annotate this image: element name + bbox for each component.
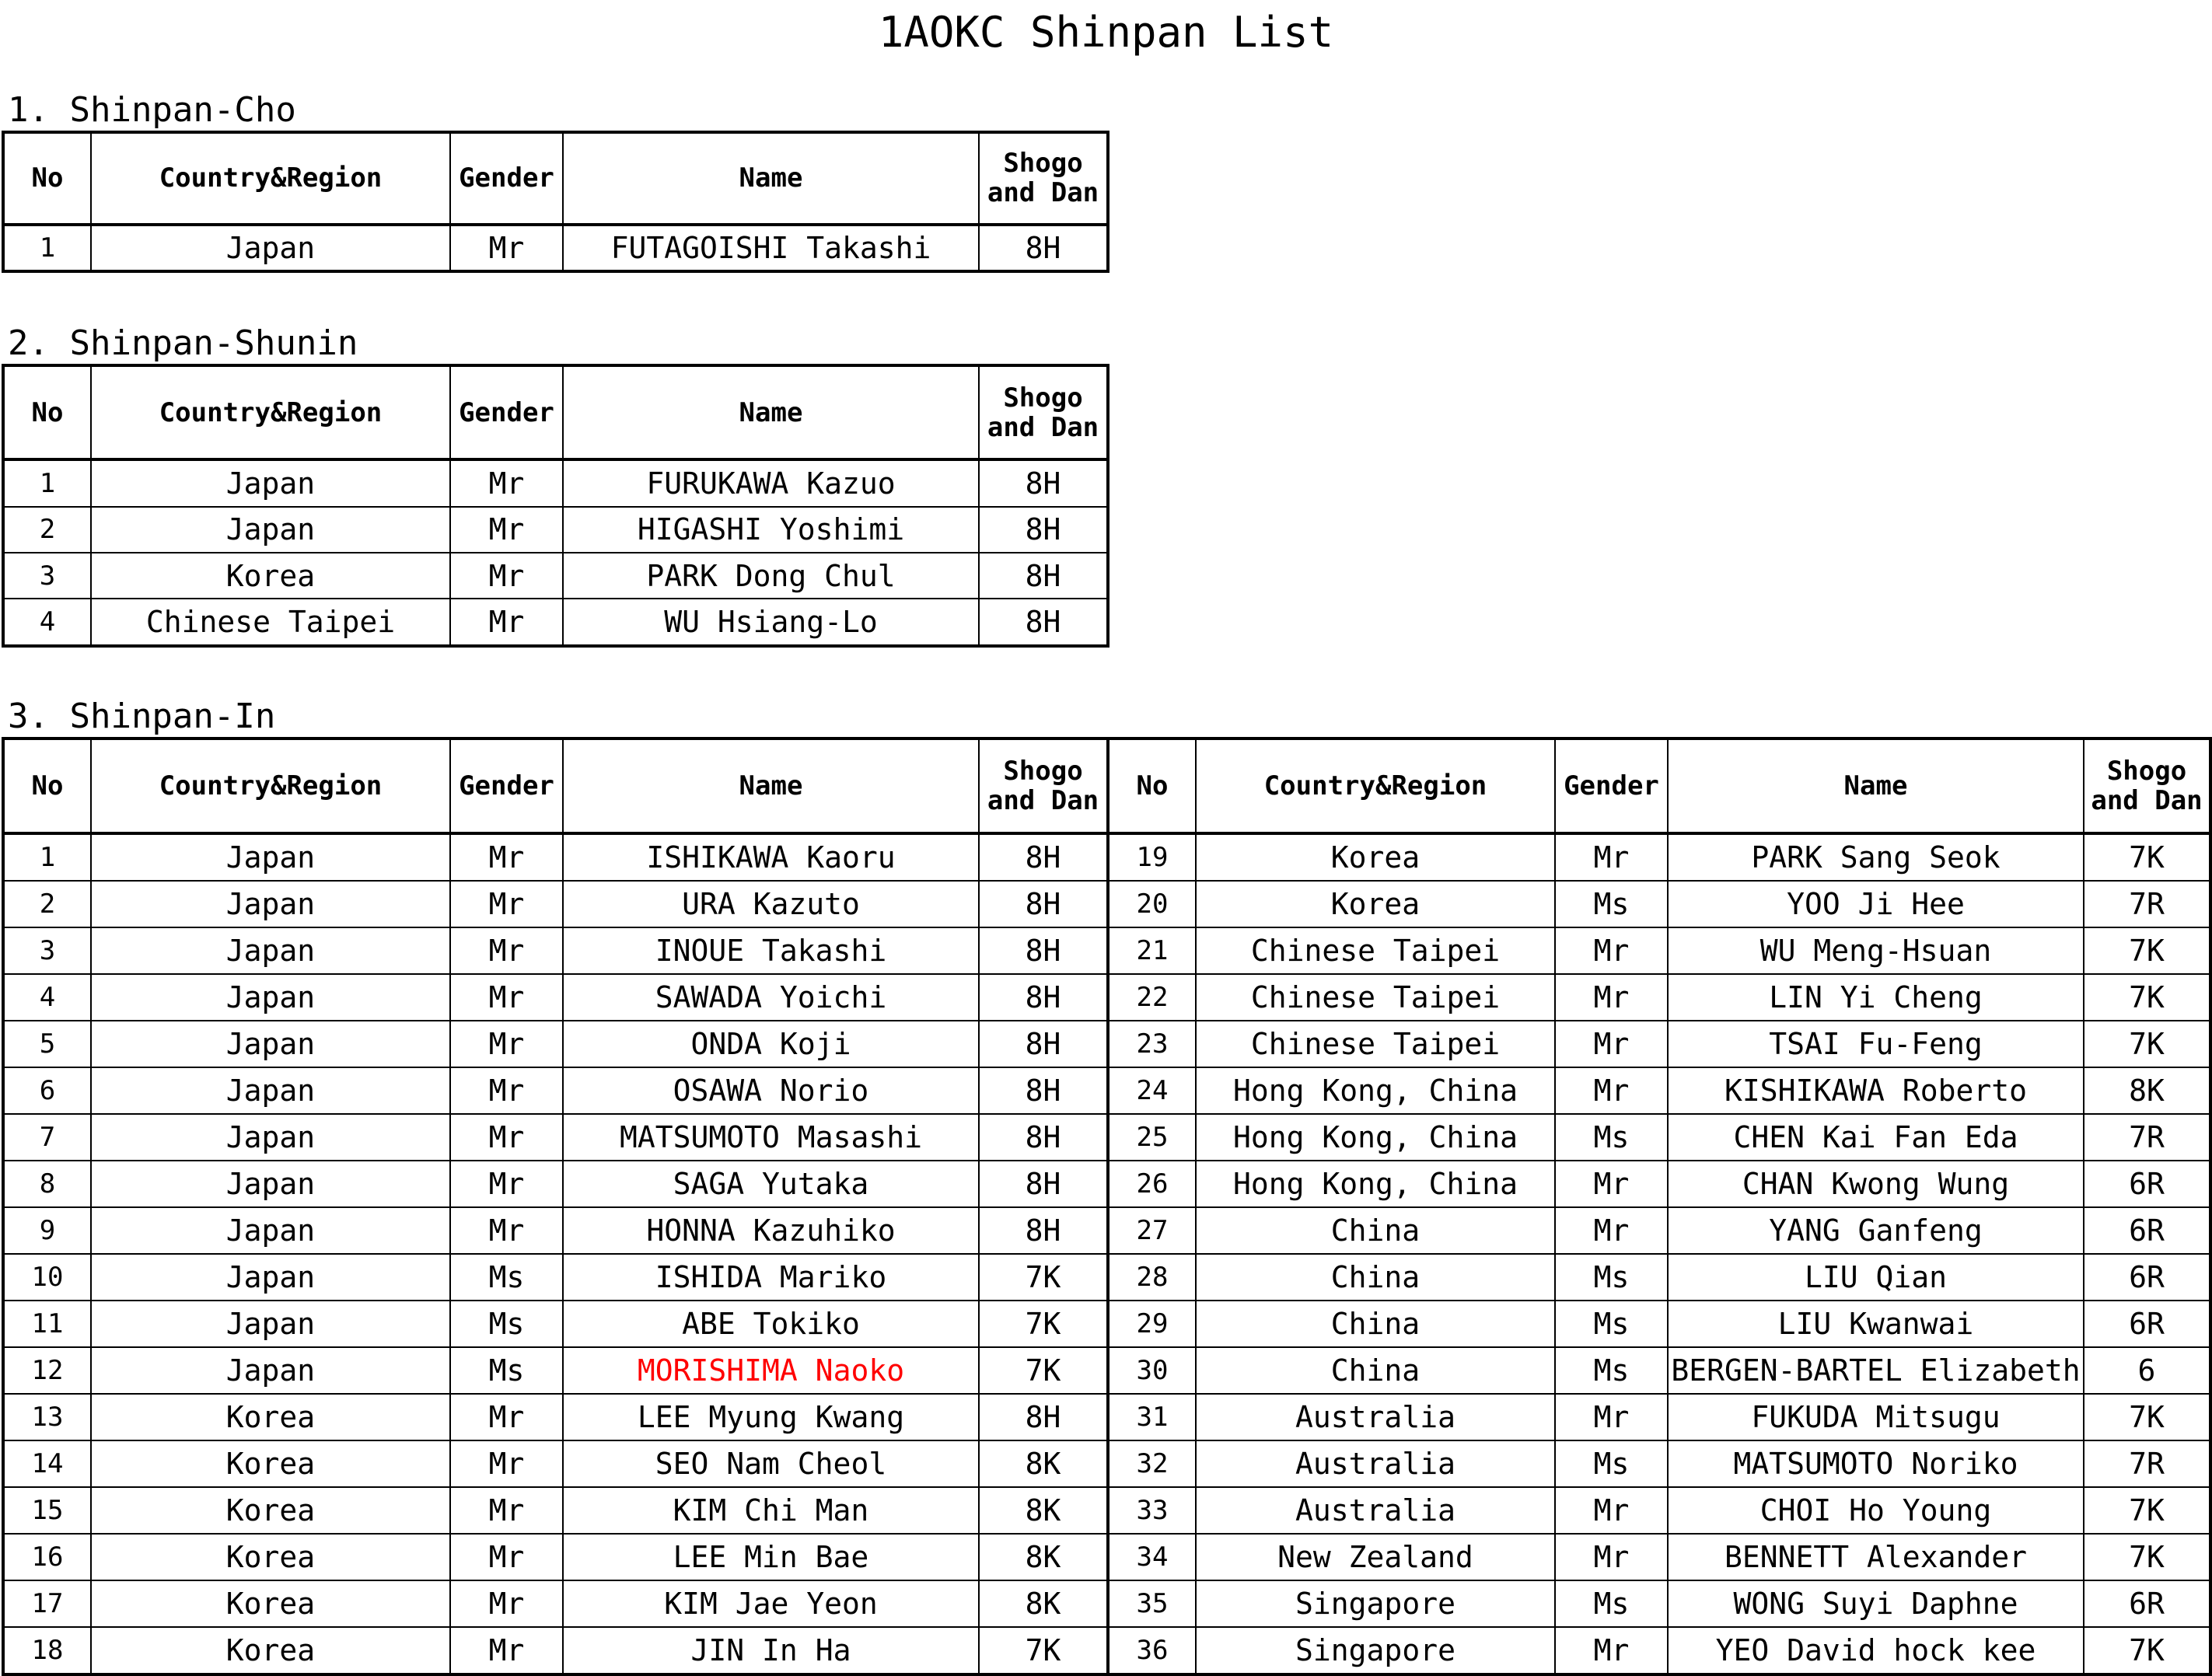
table-row — [3, 1067, 2210, 1114]
header-country-region: Country&Region — [91, 738, 450, 833]
cell-name: LIU Kwanwai — [1668, 1301, 2084, 1347]
cell-shogo-and-dan: 7K — [979, 1254, 1108, 1301]
cell-name: BERGEN-BARTEL Elizabeth — [1668, 1347, 2084, 1394]
cell-gender: Mr — [450, 1440, 563, 1487]
cell-name: ISHIKAWA Kaoru — [563, 833, 979, 881]
cell-no: 20 — [1108, 881, 1196, 927]
cell-no: 25 — [1108, 1114, 1196, 1161]
cell-no: 32 — [1108, 1440, 1196, 1487]
header-name: Name — [563, 738, 979, 833]
cell-country-region: Japan — [91, 881, 450, 927]
cell-name: INOUE Takashi — [563, 927, 979, 974]
cell-country-region: Australia — [1196, 1487, 1555, 1534]
cell-shogo-and-dan: 8H — [979, 1067, 1108, 1114]
cell-no: 6 — [3, 1067, 91, 1114]
cell-name: FURUKAWA Kazuo — [563, 459, 979, 507]
cell-gender: Ms — [1555, 1301, 1668, 1347]
cell-country-region: Korea — [91, 1534, 450, 1580]
cell-name: YANG Ganfeng — [1668, 1207, 2084, 1254]
cell-name: MORISHIMA Naoko — [563, 1347, 979, 1394]
cell-shogo-and-dan: 8H — [979, 553, 1108, 599]
table-row — [3, 927, 2210, 974]
cell-gender: Mr — [450, 1207, 563, 1254]
table-row — [3, 1534, 2210, 1580]
table-row — [3, 1627, 2210, 1674]
cell-shogo-and-dan: 8H — [979, 1207, 1108, 1254]
table-row — [3, 1487, 2210, 1534]
cell-shogo-and-dan: 7K — [979, 1301, 1108, 1347]
cell-shogo-and-dan: 6R — [2084, 1161, 2210, 1207]
cell-no: 15 — [3, 1487, 91, 1534]
cell-name: SAWADA Yoichi — [563, 974, 979, 1021]
cell-name: WU Meng-Hsuan — [1668, 927, 2084, 974]
cell-no: 19 — [1108, 833, 1196, 881]
cell-country-region: Hong Kong, China — [1196, 1161, 1555, 1207]
cell-no: 17 — [3, 1580, 91, 1627]
cell-name: CHOI Ho Young — [1668, 1487, 2084, 1534]
cell-name: WONG Suyi Daphne — [1668, 1580, 2084, 1627]
cell-no: 5 — [3, 1021, 91, 1067]
cell-country-region: Japan — [91, 927, 450, 974]
table-row — [3, 1347, 2210, 1394]
cell-name: CHEN Kai Fan Eda — [1668, 1114, 2084, 1161]
cell-gender: Mr — [450, 1067, 563, 1114]
cell-shogo-and-dan: 8K — [979, 1440, 1108, 1487]
cell-country-region: Japan — [91, 1254, 450, 1301]
cell-country-region: Korea — [1196, 833, 1555, 881]
cell-country-region: Australia — [1196, 1394, 1555, 1440]
cell-gender: Mr — [1555, 833, 1668, 881]
header-gender: Gender — [1555, 738, 1668, 833]
cell-shogo-and-dan: 8H — [979, 225, 1108, 271]
header-name: Name — [563, 365, 979, 459]
cell-shogo-and-dan: 6R — [2084, 1580, 2210, 1627]
cell-name: LEE Myung Kwang — [563, 1394, 979, 1440]
table-row — [3, 507, 1108, 553]
cell-shogo-and-dan: 8H — [979, 927, 1108, 974]
cell-shogo-and-dan: 8K — [979, 1534, 1108, 1580]
cell-name: YOO Ji Hee — [1668, 881, 2084, 927]
cell-name: CHAN Kwong Wung — [1668, 1161, 2084, 1207]
cell-no: 30 — [1108, 1347, 1196, 1394]
shinpan-in-table — [2, 737, 2212, 1676]
table-row — [3, 1161, 2210, 1207]
cell-gender: Mr — [450, 1394, 563, 1440]
cell-no: 27 — [1108, 1207, 1196, 1254]
cell-no: 12 — [3, 1347, 91, 1394]
cell-no: 7 — [3, 1114, 91, 1161]
cell-name: ONDA Koji — [563, 1021, 979, 1067]
cell-shogo-and-dan: 7K — [2084, 1534, 2210, 1580]
cell-country-region: Japan — [91, 833, 450, 881]
cell-country-region: Japan — [91, 1207, 450, 1254]
cell-shogo-and-dan: 7K — [2084, 833, 2210, 881]
cell-country-region: New Zealand — [1196, 1534, 1555, 1580]
cell-no: 31 — [1108, 1394, 1196, 1440]
cell-shogo-and-dan: 7K — [979, 1627, 1108, 1674]
cell-name: KIM Jae Yeon — [563, 1580, 979, 1627]
cell-gender: Mr — [1555, 974, 1668, 1021]
cell-country-region: China — [1196, 1347, 1555, 1394]
table-row — [3, 553, 1108, 599]
cell-no: 3 — [3, 553, 91, 599]
cell-country-region: Korea — [91, 1440, 450, 1487]
table-row — [3, 974, 2210, 1021]
cell-shogo-and-dan: 8K — [2084, 1067, 2210, 1114]
section-title-shinpan-shunin: 2. Shinpan-Shunin — [8, 323, 358, 363]
cell-name: URA Kazuto — [563, 881, 979, 927]
cell-name: HONNA Kazuhiko — [563, 1207, 979, 1254]
cell-shogo-and-dan: 8H — [979, 1394, 1108, 1440]
cell-name: LEE Min Bae — [563, 1534, 979, 1580]
header-row — [3, 132, 1108, 225]
cell-name: PARK Sang Seok — [1668, 833, 2084, 881]
cell-shogo-and-dan: 8H — [979, 599, 1108, 646]
cell-country-region: Japan — [91, 974, 450, 1021]
cell-gender: Mr — [1555, 1627, 1668, 1674]
cell-gender: Mr — [450, 599, 563, 646]
table-row — [3, 225, 1108, 271]
header-country-region: Country&Region — [1196, 738, 1555, 833]
cell-no: 22 — [1108, 974, 1196, 1021]
cell-name: LIU Qian — [1668, 1254, 2084, 1301]
section-title-shinpan-cho: 1. Shinpan-Cho — [8, 90, 296, 130]
cell-gender: Mr — [450, 1580, 563, 1627]
cell-gender: Mr — [450, 1161, 563, 1207]
cell-country-region: Korea — [91, 1487, 450, 1534]
cell-no: 16 — [3, 1534, 91, 1580]
cell-country-region: Japan — [91, 1161, 450, 1207]
cell-no: 35 — [1108, 1580, 1196, 1627]
cell-shogo-and-dan: 7R — [2084, 881, 2210, 927]
header-row — [3, 365, 1108, 459]
header-no: No — [3, 365, 91, 459]
table-row — [3, 1254, 2210, 1301]
table-row — [3, 1021, 2210, 1067]
cell-no: 4 — [3, 599, 91, 646]
cell-shogo-and-dan: 7K — [2084, 927, 2210, 974]
cell-country-region: Singapore — [1196, 1627, 1555, 1674]
cell-name: WU Hsiang-Lo — [563, 599, 979, 646]
cell-name: BENNETT Alexander — [1668, 1534, 2084, 1580]
cell-shogo-and-dan: 6 — [2084, 1347, 2210, 1394]
cell-country-region: Japan — [91, 1347, 450, 1394]
cell-name: FUTAGOISHI Takashi — [563, 225, 979, 271]
table-row — [3, 1301, 2210, 1347]
cell-name: MATSUMOTO Masashi — [563, 1114, 979, 1161]
cell-shogo-and-dan: 7K — [2084, 1394, 2210, 1440]
table-row — [3, 1207, 2210, 1254]
cell-country-region: Singapore — [1196, 1580, 1555, 1627]
cell-no: 18 — [3, 1627, 91, 1674]
cell-no: 23 — [1108, 1021, 1196, 1067]
header-no: No — [3, 738, 91, 833]
cell-no: 11 — [3, 1301, 91, 1347]
cell-country-region: China — [1196, 1254, 1555, 1301]
cell-no: 2 — [3, 507, 91, 553]
cell-shogo-and-dan: 8H — [979, 881, 1108, 927]
cell-no: 26 — [1108, 1161, 1196, 1207]
header-shogo-and-dan: Shogo and Dan — [2084, 738, 2210, 833]
header-no: No — [1108, 738, 1196, 833]
table-row — [3, 881, 2210, 927]
table-row — [3, 833, 2210, 881]
cell-gender: Ms — [1555, 1254, 1668, 1301]
cell-shogo-and-dan: 8K — [979, 1580, 1108, 1627]
cell-country-region: Japan — [91, 1301, 450, 1347]
cell-country-region: Japan — [91, 1114, 450, 1161]
cell-country-region: Hong Kong, China — [1196, 1067, 1555, 1114]
cell-gender: Mr — [450, 1021, 563, 1067]
cell-shogo-and-dan: 8H — [979, 507, 1108, 553]
cell-gender: Ms — [450, 1254, 563, 1301]
cell-no: 13 — [3, 1394, 91, 1440]
cell-no: 24 — [1108, 1067, 1196, 1114]
page-title: 1AOKC Shinpan List — [878, 8, 1334, 57]
cell-country-region: Chinese Taipei — [1196, 1021, 1555, 1067]
cell-shogo-and-dan: 8H — [979, 459, 1108, 507]
cell-country-region: Korea — [91, 553, 450, 599]
cell-shogo-and-dan: 8H — [979, 1021, 1108, 1067]
table-row — [3, 599, 1108, 646]
cell-gender: Mr — [450, 1114, 563, 1161]
cell-shogo-and-dan: 7K — [2084, 1627, 2210, 1674]
cell-shogo-and-dan: 6R — [2084, 1207, 2210, 1254]
cell-name: PARK Dong Chul — [563, 553, 979, 599]
cell-no: 9 — [3, 1207, 91, 1254]
cell-country-region: Chinese Taipei — [1196, 974, 1555, 1021]
cell-country-region: Chinese Taipei — [1196, 927, 1555, 974]
cell-no: 28 — [1108, 1254, 1196, 1301]
cell-shogo-and-dan: 8K — [979, 1487, 1108, 1534]
cell-gender: Ms — [450, 1347, 563, 1394]
cell-gender: Mr — [1555, 1394, 1668, 1440]
header-no: No — [3, 132, 91, 225]
cell-gender: Mr — [450, 459, 563, 507]
cell-shogo-and-dan: 8H — [979, 1114, 1108, 1161]
cell-gender: Ms — [450, 1301, 563, 1347]
header-shogo-and-dan: Shogo and Dan — [979, 738, 1108, 833]
cell-country-region: Hong Kong, China — [1196, 1114, 1555, 1161]
cell-no: 36 — [1108, 1627, 1196, 1674]
table-row — [3, 1114, 2210, 1161]
cell-country-region: Korea — [1196, 881, 1555, 927]
cell-no: 3 — [3, 927, 91, 974]
cell-country-region: Japan — [91, 459, 450, 507]
cell-shogo-and-dan: 6R — [2084, 1254, 2210, 1301]
cell-name: ISHIDA Mariko — [563, 1254, 979, 1301]
cell-shogo-and-dan: 7K — [979, 1347, 1108, 1394]
cell-country-region: China — [1196, 1301, 1555, 1347]
section-title-shinpan-in: 3. Shinpan-In — [8, 697, 276, 736]
cell-gender: Mr — [1555, 1487, 1668, 1534]
cell-no: 29 — [1108, 1301, 1196, 1347]
cell-name: JIN In Ha — [563, 1627, 979, 1674]
cell-name: OSAWA Norio — [563, 1067, 979, 1114]
cell-name: TSAI Fu-Feng — [1668, 1021, 2084, 1067]
cell-shogo-and-dan: 7R — [2084, 1440, 2210, 1487]
cell-no: 10 — [3, 1254, 91, 1301]
cell-name: KIM Chi Man — [563, 1487, 979, 1534]
cell-name: FUKUDA Mitsugu — [1668, 1394, 2084, 1440]
cell-gender: Ms — [1555, 881, 1668, 927]
cell-gender: Mr — [450, 507, 563, 553]
header-shogo-and-dan: Shogo and Dan — [979, 365, 1108, 459]
table-row — [3, 1440, 2210, 1487]
cell-name: KISHIKAWA Roberto — [1668, 1067, 2084, 1114]
cell-no: 33 — [1108, 1487, 1196, 1534]
header-gender: Gender — [450, 365, 563, 459]
cell-country-region: Korea — [91, 1627, 450, 1674]
cell-shogo-and-dan: 8H — [979, 1161, 1108, 1207]
cell-gender: Mr — [1555, 1207, 1668, 1254]
cell-shogo-and-dan: 7K — [2084, 1021, 2210, 1067]
table-row — [3, 1394, 2210, 1440]
header-shogo-and-dan: Shogo and Dan — [979, 132, 1108, 225]
header-country-region: Country&Region — [91, 365, 450, 459]
cell-gender: Mr — [1555, 927, 1668, 974]
cell-name: ABE Tokiko — [563, 1301, 979, 1347]
cell-name: HIGASHI Yoshimi — [563, 507, 979, 553]
cell-gender: Mr — [450, 1627, 563, 1674]
cell-no: 14 — [3, 1440, 91, 1487]
cell-gender: Ms — [1555, 1114, 1668, 1161]
cell-no: 34 — [1108, 1534, 1196, 1580]
cell-shogo-and-dan: 7K — [2084, 1487, 2210, 1534]
cell-name: LIN Yi Cheng — [1668, 974, 2084, 1021]
header-name: Name — [1668, 738, 2084, 833]
cell-shogo-and-dan: 6R — [2084, 1301, 2210, 1347]
cell-name: SEO Nam Cheol — [563, 1440, 979, 1487]
cell-gender: Mr — [1555, 1534, 1668, 1580]
cell-name: SAGA Yutaka — [563, 1161, 979, 1207]
shinpan-shunin-table — [2, 364, 1109, 648]
cell-gender: Mr — [450, 881, 563, 927]
cell-no: 1 — [3, 225, 91, 271]
cell-name: MATSUMOTO Noriko — [1668, 1440, 2084, 1487]
cell-gender: Mr — [450, 833, 563, 881]
cell-country-region: China — [1196, 1207, 1555, 1254]
cell-country-region: Japan — [91, 225, 450, 271]
cell-gender: Mr — [450, 553, 563, 599]
cell-gender: Mr — [450, 1534, 563, 1580]
cell-gender: Ms — [1555, 1347, 1668, 1394]
cell-no: 1 — [3, 833, 91, 881]
header-gender: Gender — [450, 738, 563, 833]
cell-country-region: Australia — [1196, 1440, 1555, 1487]
cell-shogo-and-dan: 7R — [2084, 1114, 2210, 1161]
table-row — [3, 1580, 2210, 1627]
cell-gender: Mr — [1555, 1161, 1668, 1207]
cell-no: 1 — [3, 459, 91, 507]
cell-country-region: Japan — [91, 1021, 450, 1067]
cell-no: 4 — [3, 974, 91, 1021]
cell-gender: Mr — [1555, 1067, 1668, 1114]
cell-name: YEO David hock kee — [1668, 1627, 2084, 1674]
cell-country-region: Japan — [91, 1067, 450, 1114]
cell-shogo-and-dan: 7K — [2084, 974, 2210, 1021]
shinpan-cho-table — [2, 131, 1109, 273]
table-row — [3, 459, 1108, 507]
cell-shogo-and-dan: 8H — [979, 833, 1108, 881]
cell-country-region: Chinese Taipei — [91, 599, 450, 646]
cell-country-region: Japan — [91, 507, 450, 553]
cell-gender: Ms — [1555, 1440, 1668, 1487]
cell-no: 21 — [1108, 927, 1196, 974]
cell-no: 8 — [3, 1161, 91, 1207]
header-name: Name — [563, 132, 979, 225]
cell-country-region: Korea — [91, 1580, 450, 1627]
cell-gender: Mr — [1555, 1021, 1668, 1067]
header-gender: Gender — [450, 132, 563, 225]
cell-gender: Mr — [450, 974, 563, 1021]
cell-gender: Mr — [450, 1487, 563, 1534]
header-country-region: Country&Region — [91, 132, 450, 225]
cell-no: 2 — [3, 881, 91, 927]
cell-shogo-and-dan: 8H — [979, 974, 1108, 1021]
cell-gender: Mr — [450, 225, 563, 271]
cell-gender: Mr — [450, 927, 563, 974]
cell-gender: Ms — [1555, 1580, 1668, 1627]
header-row — [3, 738, 2210, 833]
cell-country-region: Korea — [91, 1394, 450, 1440]
